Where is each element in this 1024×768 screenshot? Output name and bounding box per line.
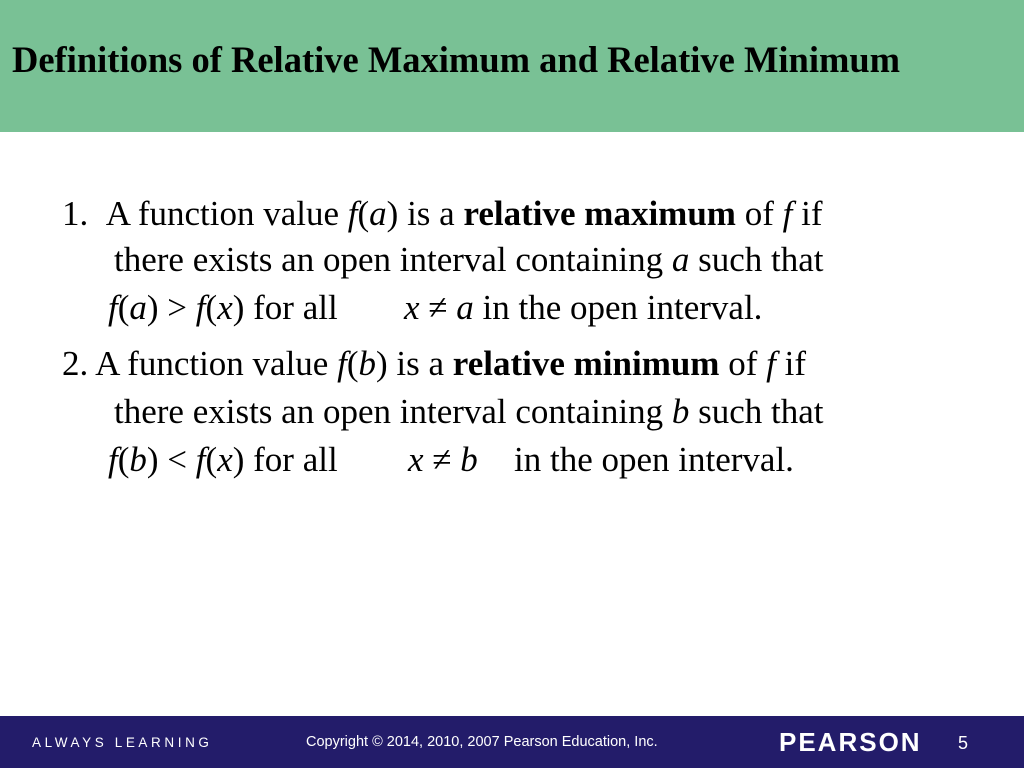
definition-2-condition-tail	[514, 442, 794, 477]
text: there exists an open interval containing	[114, 392, 672, 431]
function-symbol: f	[347, 194, 358, 233]
paren: )	[232, 288, 245, 327]
footer-copyright: Copyright © 2014, 2010, 2007 Pearson Education, Inc.	[306, 734, 658, 750]
text: such that	[689, 392, 824, 431]
variable-a: a	[369, 194, 387, 233]
text: A function value	[88, 344, 338, 383]
variable-b: b	[460, 440, 478, 479]
term-relative-minimum: relative minimum	[452, 344, 720, 383]
text: there exists an open interval containing	[114, 240, 672, 279]
text: is a	[387, 344, 453, 383]
text: if	[792, 194, 823, 233]
function-symbol: f	[337, 344, 347, 383]
definition-1-number: 1.	[62, 194, 89, 233]
paren: )	[376, 344, 388, 383]
relation-less-than: <	[158, 440, 196, 479]
definition-2-line-1	[62, 346, 806, 381]
paren: )	[146, 288, 159, 327]
footer-bar	[0, 716, 1024, 768]
function-symbol: f	[766, 344, 776, 383]
page-number: 5	[958, 733, 969, 753]
variable-b: b	[129, 440, 147, 479]
not-equal-symbol: ≠	[419, 288, 457, 327]
variable-a: a	[129, 288, 147, 327]
variable-x: x	[404, 288, 420, 327]
definition-2-condition	[408, 442, 478, 477]
function-symbol: f	[108, 288, 118, 327]
text: of	[719, 344, 767, 383]
paren: )	[146, 440, 159, 479]
variable-a: a	[671, 240, 690, 279]
variable-b: b	[671, 392, 690, 431]
definition-1-condition	[404, 290, 762, 325]
definition-1-line-2	[114, 242, 824, 277]
function-symbol: f	[195, 288, 206, 327]
text: of	[735, 194, 783, 233]
footer-tagline: ALWAYS LEARNING	[32, 735, 213, 750]
definition-1-line-1	[62, 196, 822, 231]
text: in the open interval.	[473, 288, 763, 327]
definition-2-number: 2.	[62, 344, 89, 383]
variable-x: x	[217, 288, 233, 327]
paren: )	[232, 440, 245, 479]
term-relative-maximum: relative maximum	[463, 194, 736, 233]
paren: (	[346, 344, 359, 383]
paren: )	[386, 194, 399, 233]
paren: (	[205, 440, 218, 479]
function-symbol: f	[108, 440, 118, 479]
paren: (	[205, 288, 218, 327]
text: for all	[244, 288, 338, 327]
text: A function value	[105, 194, 348, 233]
not-equal-symbol: ≠	[423, 440, 461, 479]
paren: (	[117, 288, 130, 327]
text: in the open interval.	[514, 440, 794, 479]
function-symbol: f	[782, 194, 793, 233]
text: for all	[244, 440, 338, 479]
variable-a: a	[456, 288, 474, 327]
slide-title: Definitions of Relative Maximum and Relative Minimum	[12, 39, 901, 80]
text: is a	[398, 194, 464, 233]
text: if	[775, 344, 806, 383]
definition-2-line-2	[114, 394, 824, 429]
pearson-logo: PEARSON	[779, 727, 922, 757]
variable-b: b	[358, 344, 376, 383]
definition-2-line-3	[108, 442, 338, 477]
relation-greater-than: >	[158, 288, 196, 327]
paren: (	[357, 194, 370, 233]
variable-x: x	[408, 440, 424, 479]
text: such that	[689, 240, 824, 279]
function-symbol: f	[195, 440, 206, 479]
paren: (	[117, 440, 130, 479]
variable-x: x	[217, 440, 233, 479]
definition-1-line-3	[108, 290, 338, 325]
